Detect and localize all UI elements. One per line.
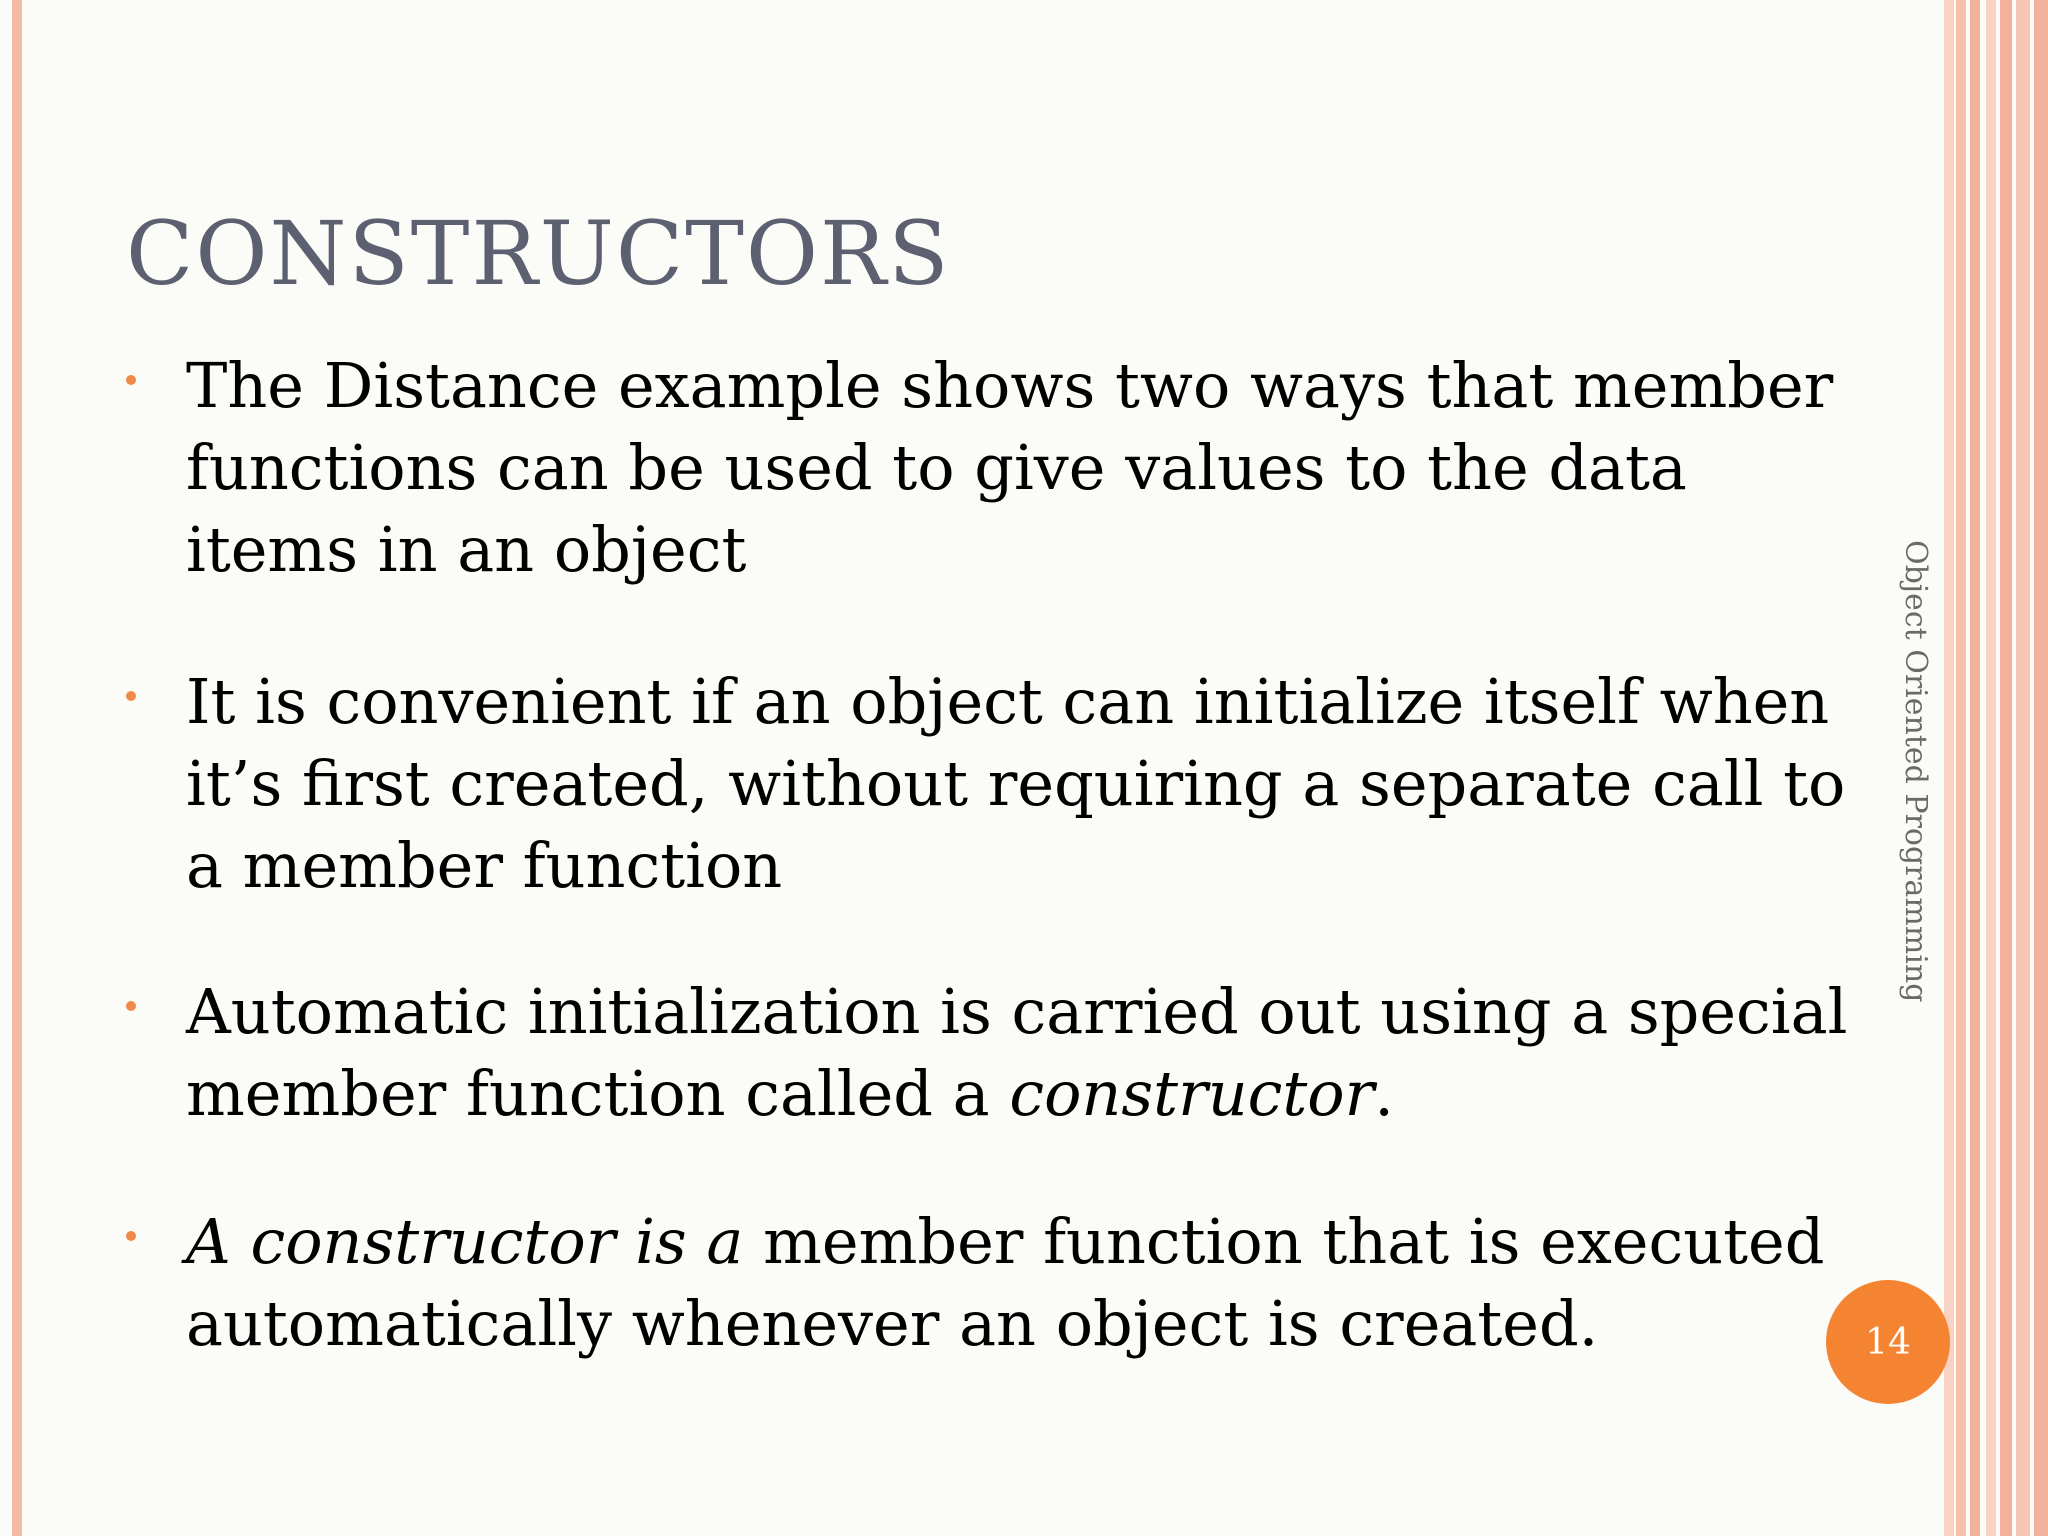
bullet-text-italic: A constructor is a bbox=[186, 1205, 744, 1278]
stripe bbox=[1986, 0, 1996, 1536]
bullet-dot-icon bbox=[126, 375, 136, 385]
stripe bbox=[2000, 0, 2012, 1536]
slide-title: CONSTRUCTORS bbox=[126, 202, 951, 305]
bullet-item bbox=[126, 971, 1876, 1135]
left-decorative-band bbox=[12, 0, 22, 1536]
page-number-badge bbox=[1826, 1280, 1950, 1404]
bullet-item bbox=[126, 1201, 1876, 1365]
stripe bbox=[1956, 0, 1966, 1536]
bullet-text: It is convenient if an object can initialize itself when it’s first created, without requiring a separate call to a member function bbox=[186, 665, 1846, 902]
stripe bbox=[1970, 0, 1980, 1536]
bullet-list bbox=[126, 345, 1876, 1435]
bullet-dot-icon bbox=[126, 691, 136, 701]
right-decorative-stripes bbox=[1944, 0, 2048, 1536]
bullet-dot-icon bbox=[126, 1001, 136, 1011]
bullet-text: . bbox=[1374, 1057, 1394, 1130]
stripe bbox=[1944, 0, 1954, 1536]
bullet-item bbox=[126, 345, 1876, 591]
bullet-item bbox=[126, 661, 1876, 907]
stripe bbox=[2016, 0, 2030, 1536]
page-number: 14 bbox=[1865, 1321, 1911, 1363]
bullet-text-italic: constructor bbox=[1009, 1057, 1375, 1130]
bullet-text: The Distance example shows two ways that member functions can be used to give values to the data items in an object bbox=[186, 349, 1834, 586]
side-label: Object Oriented Programming bbox=[1898, 540, 1933, 1003]
stripe bbox=[2034, 0, 2048, 1536]
bullet-dot-icon bbox=[126, 1231, 136, 1241]
bullet-text: Automatic initialization is carried out using a special member function called a bbox=[186, 975, 1848, 1130]
bullet-text: member function that is executed automatically whenever an object is created. bbox=[186, 1205, 1825, 1360]
